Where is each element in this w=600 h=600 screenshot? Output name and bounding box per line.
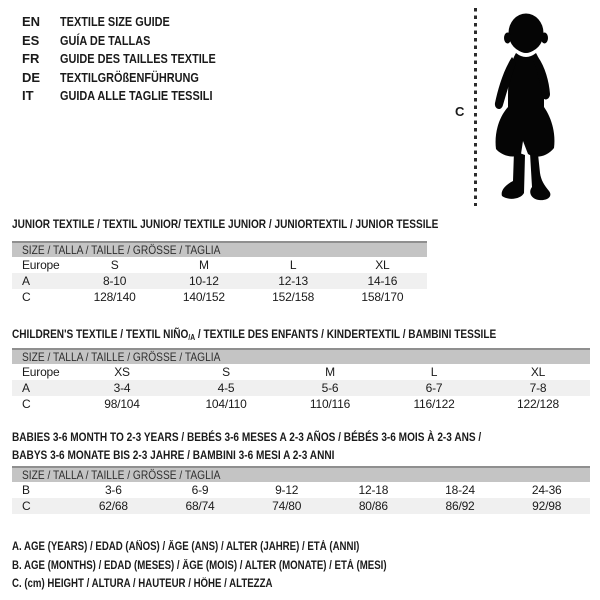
cell: 152/158: [272, 290, 315, 304]
row-label: Europe: [22, 258, 60, 272]
cell: XS: [114, 365, 130, 379]
language-label: TEXTILE SIZE GUIDE: [60, 14, 170, 29]
babies-table-title: [12, 428, 571, 464]
babies-table: [12, 466, 590, 514]
cell: S: [222, 365, 230, 379]
cell: 86/92: [445, 499, 475, 513]
cell: 24-36: [531, 483, 562, 497]
footnotes: [12, 538, 458, 594]
height-measure-label: C: [455, 104, 465, 119]
language-code: IT: [22, 88, 34, 104]
row-label: C: [22, 290, 31, 304]
cell: 6-9: [191, 483, 209, 497]
table-row: [12, 289, 427, 305]
language-row-de: [22, 69, 245, 88]
cell: 122/128: [517, 397, 559, 411]
junior-table-title: [12, 217, 520, 231]
cell: L: [289, 258, 297, 272]
cell: 18-24: [445, 483, 475, 497]
cell: 158/170: [361, 290, 404, 304]
language-row-en: [22, 13, 245, 32]
cell: 128/140: [93, 290, 136, 304]
size-header-bar: [12, 466, 590, 482]
size-header-label: SIZE / TALLA / TAILLE / GRÖSSE / TAGLIA: [22, 350, 221, 364]
cell: XL: [530, 365, 546, 379]
babies-title-line1: BABIES 3-6 MONTH TO 2-3 YEARS / BEBÉS 3-6 MESES A 2-3 AÑOS / BÉBÉS 3-6 MOIS À 2-3 ANS /: [12, 430, 482, 444]
cell: M: [325, 365, 335, 379]
table-row: [12, 482, 590, 498]
language-label: GUÍA DE TALLAS: [60, 32, 151, 48]
height-dotted-line: [474, 8, 477, 206]
cell: 92/98: [532, 499, 562, 513]
cell: 7-8: [529, 381, 547, 395]
baby-figure-area: [440, 0, 600, 215]
table-row: [12, 364, 590, 380]
cell: 5-6: [321, 381, 339, 395]
cell: 3-6: [104, 483, 122, 497]
cell: 4-5: [217, 381, 235, 395]
row-label: B: [22, 483, 30, 497]
cell: S: [110, 258, 119, 272]
title-subscript: /A: [188, 333, 196, 342]
cell: 140/152: [182, 290, 225, 304]
table-row: [12, 498, 590, 514]
language-code: EN: [22, 14, 41, 29]
title-part: / TEXTILE DES ENFANTS / KINDERTEXTIL / BAMBINI TESSILE: [195, 327, 497, 341]
cell: 6-7: [425, 381, 443, 395]
table-row: [12, 273, 427, 289]
row-label: Europe: [22, 365, 60, 379]
size-header-bar: [12, 241, 427, 257]
language-code: FR: [22, 51, 40, 67]
children-table: [12, 348, 590, 412]
language-row-fr: [22, 50, 245, 69]
row-label: A: [22, 274, 30, 288]
table-row: [12, 257, 427, 273]
language-label: GUIDA ALLE TAGLIE TESSILI: [60, 88, 213, 104]
cell: 9-12: [275, 483, 299, 497]
cell: 12-18: [358, 483, 389, 497]
cell: 74/80: [272, 499, 302, 513]
cell: 68/74: [185, 499, 215, 513]
language-code: ES: [22, 32, 40, 48]
cell: 8-10: [103, 274, 127, 288]
babies-title-line2: BABYS 3-6 MONATE BIS 2-3 JAHRE / BAMBINI 3-6 MESI A 2-3 ANNI: [12, 448, 335, 462]
language-code: DE: [22, 69, 41, 85]
language-label: TEXTILGRÖßENFÜHRUNG: [60, 69, 199, 85]
cell: 10-12: [189, 274, 219, 288]
children-table-title-text: [12, 327, 496, 342]
row-label: C: [22, 499, 31, 513]
size-header-bar: [12, 348, 590, 364]
junior-table-title-text: JUNIOR TEXTILE / TEXTIL JUNIOR/ TEXTILE JUNIOR / JUNIORTEXTIL / JUNIOR TESSILE: [12, 217, 439, 231]
title-part: CHILDREN'S TEXTILE / TEXTIL NIÑO: [12, 327, 189, 341]
cell: 3-4: [113, 381, 131, 395]
table-row: [12, 396, 590, 412]
row-label: C: [22, 397, 31, 411]
cell: 80/86: [358, 499, 388, 513]
size-header-label: SIZE / TALLA / TAILLE / GRÖSSE / TAGLIA: [22, 243, 221, 257]
size-header-label: SIZE / TALLA / TAILLE / GRÖSSE / TAGLIA: [22, 468, 221, 482]
cell: XL: [375, 258, 390, 272]
cell: 110/116: [309, 397, 351, 411]
cell: 98/104: [104, 397, 140, 411]
cell: 104/110: [205, 397, 247, 411]
language-label: GUIDE DES TAILLES TEXTILE: [60, 51, 216, 67]
cell: L: [430, 365, 438, 379]
footnote-c: C. (cm) HEIGHT / ALTURA / HAUTEUR / HÖHE / ALTEZZA: [12, 578, 273, 590]
language-row-es: [22, 32, 245, 51]
junior-table: [12, 241, 427, 305]
cell: 14-16: [367, 274, 398, 288]
cell: 12-13: [278, 274, 308, 288]
cell: 62/68: [98, 499, 128, 513]
cell: M: [198, 258, 209, 272]
language-header: [22, 13, 245, 106]
children-table-title: [12, 327, 588, 342]
row-label: A: [22, 381, 30, 395]
table-row: [12, 380, 590, 396]
footnote-a: A. AGE (YEARS) / EDAD (AÑOS) / ÂGE (ANS) / ALTER (JAHRE) / ETÀ (ANNI): [12, 541, 360, 553]
baby-silhouette-icon: [487, 9, 567, 206]
language-row-it: [22, 87, 245, 106]
footnote-b: B. AGE (MONTHS) / EDAD (MESES) / ÂGE (MOIS) / ALTER (MONATE) / ETÀ (MESI): [12, 559, 387, 572]
cell: 116/122: [413, 397, 455, 411]
